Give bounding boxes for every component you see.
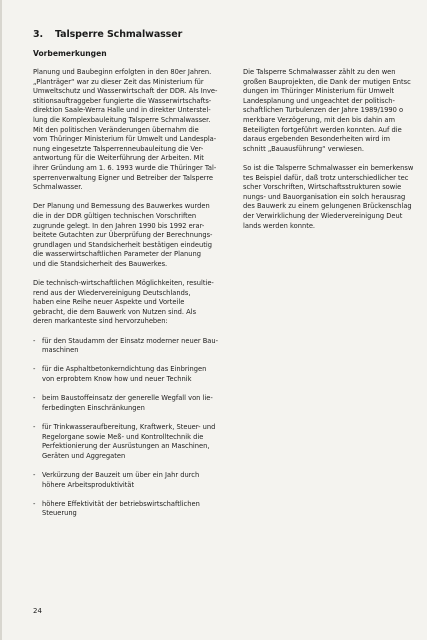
text-line: Verkürzung der Bauzeit um über ein Jahr durch <box>42 470 200 479</box>
list-item <box>33 394 230 413</box>
text-line: Umweltschutz und Wasserwirtschaft der DDR. Als Inve- <box>33 87 218 96</box>
text-line: vom Thüringer Ministerium für Umwelt und Landespla- <box>33 135 217 144</box>
text-line: großen Bauprojekten, die Dank der mutigen Entsc <box>243 77 411 86</box>
text-line: Landesplanung und ungeachtet der politisch- <box>243 96 395 105</box>
bullet-dash: - <box>33 422 36 431</box>
text-line: von erprobtem Know how und neuer Technik <box>42 375 192 383</box>
text-line: daraus ergebenden Besonderheiten wird im <box>243 135 390 144</box>
section-subtitle: Vorbemerkungen <box>33 49 107 58</box>
text-line: Steuerung <box>42 509 77 518</box>
text-line: ferbedingten Einschränkungen <box>42 403 145 412</box>
text-line: lung die Komplexbauleitung Talsperre Schmalwasser. <box>33 115 211 124</box>
text-line: maschinen <box>42 346 79 355</box>
text-line: sperrenverwaltung Eigner und Betreiber der Talsperre <box>33 173 214 182</box>
section-heading <box>33 29 182 40</box>
list-item <box>33 500 230 519</box>
text-line: dungen im Thüringer Ministerium für Umwelt <box>243 87 394 96</box>
text-line: für Trinkwasseraufbereitung, Kraftwerk, Steuer- und <box>42 422 216 431</box>
text-line: des Bauwerk zu einem gelungenen Brückenschlag <box>243 202 412 211</box>
text-line: schaftlichen Turbulenzen der Jahre 1989/1990 o <box>243 106 404 115</box>
text-line: Der Planung und Bemessung des Bauwerkes wurden <box>33 202 210 211</box>
page-number: 24 <box>33 607 42 615</box>
text-line: merkbare Verzögerung, mit den bis dahin am <box>243 115 396 124</box>
list-item <box>33 471 230 490</box>
list-item <box>33 423 230 461</box>
text-line: Perfektionierung der Ausrüstungen an Maschinen, <box>42 442 210 451</box>
text-line: Planung und Baubeginn erfolgten in den 80er Jahren. <box>33 68 212 76</box>
text-line: Geräten und Aggregaten <box>42 451 126 460</box>
text-line: stitionsauftraggeber fungierte die Wasserwirtschafts- <box>33 96 212 105</box>
text-line: beim Baustoffeinsatz der generelle Wegfall von lie- <box>42 394 213 403</box>
list-item-text <box>42 423 230 461</box>
left-column <box>33 68 230 529</box>
list-item-text <box>42 365 230 384</box>
text-line: So ist die Talsperre Schmalwasser ein bemerkensw <box>243 163 414 172</box>
text-line: scher Vorschriften, Wirtschaftsstrukturen sowie <box>243 183 402 192</box>
left-paragraph-3 <box>33 279 230 327</box>
text-line: höhere Arbeitsproduktivität <box>42 480 135 489</box>
text-line: Regelorgane sowie Meß- und Kontrolltechnik die <box>42 432 204 441</box>
text-line: Die technisch-wirtschaftlichen Möglichkeiten, resultie- <box>33 279 214 288</box>
advantages-list <box>33 337 230 519</box>
text-line: grundlagen und Standsicherheit bestätigen eindeutig <box>33 240 212 249</box>
text-line: tes Beispiel dafür, daß trotz unterschiedlicher tec <box>243 173 409 182</box>
text-line: zugrunde gelegt. In den Jahren 1990 bis 1992 erar- <box>33 221 205 230</box>
text-line: die wasserwirtschaftlichen Parameter der Planung <box>33 250 202 259</box>
text-line: rend aus der Wiedervereinigung Deutschlands, <box>33 288 191 297</box>
list-item-text <box>42 471 230 490</box>
right-paragraph-2 <box>243 164 427 231</box>
section-number: 3. <box>33 29 44 40</box>
text-line: beitete Gutachten zur Überprüfung der Berechnungs- <box>33 231 213 240</box>
text-line: deren markanteste sind hervorzuheben: <box>33 317 168 326</box>
text-line: Mit den politischen Veränderungen übernahm die <box>33 125 199 134</box>
right-column <box>243 68 427 241</box>
text-line: die in der DDR gültigen technischen Vorschriften <box>33 211 197 220</box>
text-line: Die Talsperre Schmalwasser zählt zu den wen <box>243 68 396 76</box>
list-item <box>33 365 230 384</box>
list-item <box>33 337 230 356</box>
text-line: der Verwirklichung der Wiedervereinigung Deut <box>243 211 403 220</box>
text-line: und die Standsicherheit des Bauwerkes. <box>33 259 168 268</box>
bullet-dash: - <box>33 394 36 403</box>
list-item-text <box>42 394 230 413</box>
text-line: ihrer Gründung am 1. 6. 1993 wurde die Thüringer Tal- <box>33 163 217 172</box>
text-line: lands werden konnte. <box>243 221 316 230</box>
text-line: antwortung für die Weiterführung der Arbeiten. Mit <box>33 154 204 163</box>
text-line: für den Staudamm der Einsatz moderner neuer Bau- <box>42 336 219 345</box>
text-line: nungs- und Bauorganisation ein solch herausrag <box>243 192 406 201</box>
text-line: höhere Effektivität der betriebswirtschaftlichen <box>42 499 200 508</box>
text-line: Schmalwasser. <box>33 183 83 192</box>
bullet-dash: - <box>33 470 36 479</box>
bullet-dash: - <box>33 365 36 374</box>
list-item-text <box>42 500 230 519</box>
bullet-dash: - <box>33 336 36 345</box>
list-item-text <box>42 337 230 356</box>
section-title: Talsperre Schmalwasser <box>55 29 183 40</box>
text-line: gebracht, die dem Bauwerk von Nutzen sind. Als <box>33 307 197 316</box>
left-paragraph-1 <box>33 68 230 193</box>
text-line: Beteiligten fortgeführt werden konnten. Auf die <box>243 125 402 134</box>
text-line: schnitt „Bauausführung“ verwiesen. <box>243 144 364 153</box>
text-line: für die Asphaltbetonkerndichtung das Einbringen <box>42 365 207 374</box>
right-paragraph-1 <box>243 68 427 154</box>
text-line: nung eingesetzte Talsperrenneubauleitung die Ver- <box>33 144 204 153</box>
text-line: haben eine Reihe neuer Aspekte und Vorteile <box>33 298 185 307</box>
page-edge-shadow <box>0 0 2 640</box>
text-line: „Planträger“ war zu dieser Zeit das Ministerium für <box>33 77 204 86</box>
text-line: direktion Saale-Werra Halle und in direkter Unterstel- <box>33 106 211 115</box>
bullet-dash: - <box>33 499 36 508</box>
left-paragraph-2 <box>33 202 230 269</box>
